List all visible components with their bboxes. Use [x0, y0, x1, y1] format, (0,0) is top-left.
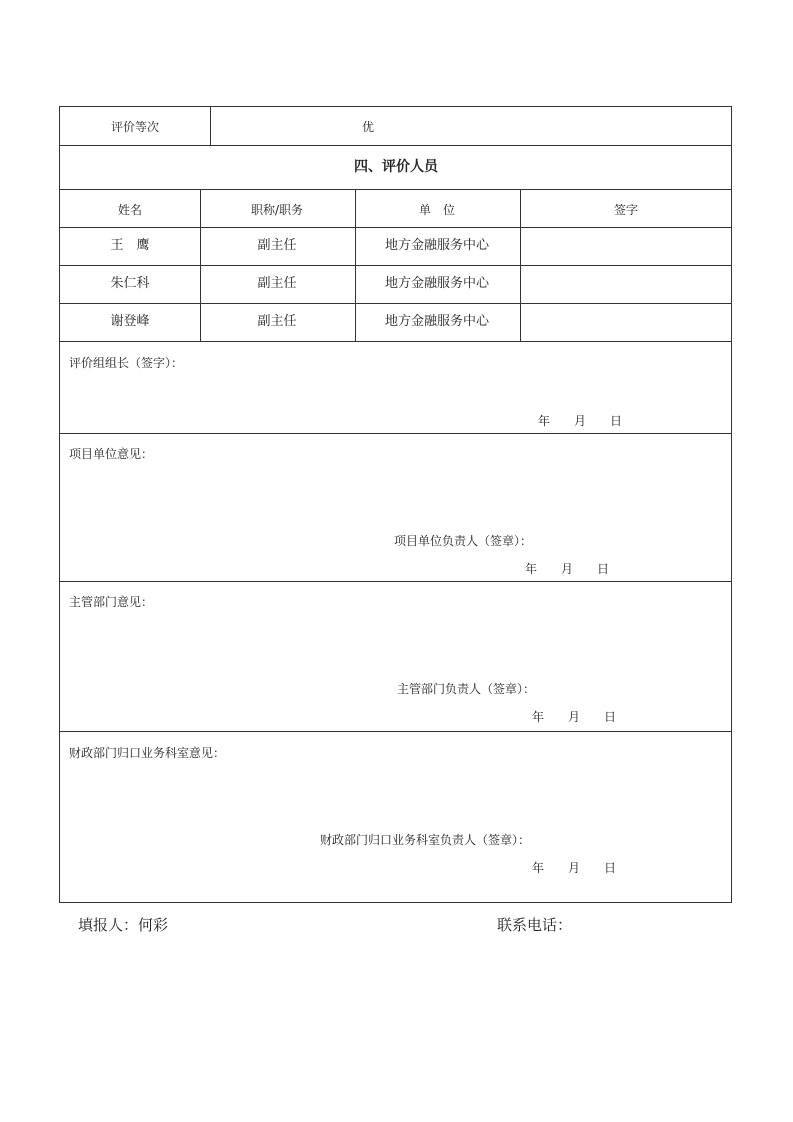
leader-date: 年 月 日 [538, 414, 623, 428]
staff-unit: 地方金融服务中心 [384, 276, 490, 291]
rule [60, 227, 731, 228]
header-signature: 签字 [613, 203, 639, 217]
staff-name: 王 鹰 [110, 238, 150, 253]
header-name: 姓名 [117, 203, 143, 217]
department-signer: 主管部门负责人（签章）： [397, 682, 536, 696]
rule [60, 433, 731, 434]
leader-label: 评价组组长（签字）： [69, 356, 184, 370]
rule [60, 581, 731, 582]
project-unit-date: 年 月 日 [525, 562, 610, 576]
filler-label: 填报人：何彩 [78, 916, 169, 934]
evaluation-form [59, 106, 732, 903]
staff-unit: 地方金融服务中心 [384, 314, 490, 329]
rating-label: 评价等次 [110, 120, 160, 134]
rule [60, 341, 731, 342]
rule [60, 145, 731, 146]
rule [210, 107, 211, 145]
header-title: 职称/职务 [250, 203, 304, 217]
phone-label: 联系电话： [497, 916, 573, 934]
rule [60, 265, 731, 266]
rule [520, 189, 521, 341]
staff-name: 谢登峰 [110, 314, 150, 329]
rule [60, 303, 731, 304]
rule [60, 189, 731, 190]
staff-title: 副主任 [257, 314, 297, 329]
project-unit-signer: 项目单位负责人（签章）： [394, 534, 533, 548]
header-unit: 单 位 [418, 203, 456, 217]
staff-title: 副主任 [257, 276, 297, 291]
staff-name: 朱仁科 [110, 276, 150, 291]
rule [60, 731, 731, 732]
section-title: 四、评价人员 [354, 159, 438, 175]
finance-signer: 财政部门归口业务科室负责人（签章）： [320, 833, 531, 847]
rule [200, 189, 201, 341]
staff-title: 副主任 [257, 238, 297, 253]
finance-date: 年 月 日 [532, 861, 617, 875]
project-unit-label: 项目单位意见： [69, 447, 154, 461]
staff-unit: 地方金融服务中心 [384, 238, 490, 253]
department-date: 年 月 日 [532, 710, 617, 724]
rating-value: 优 [362, 120, 375, 134]
department-label: 主管部门意见： [69, 595, 154, 609]
rule [355, 189, 356, 341]
finance-label: 财政部门归口业务科室意见： [69, 746, 226, 760]
